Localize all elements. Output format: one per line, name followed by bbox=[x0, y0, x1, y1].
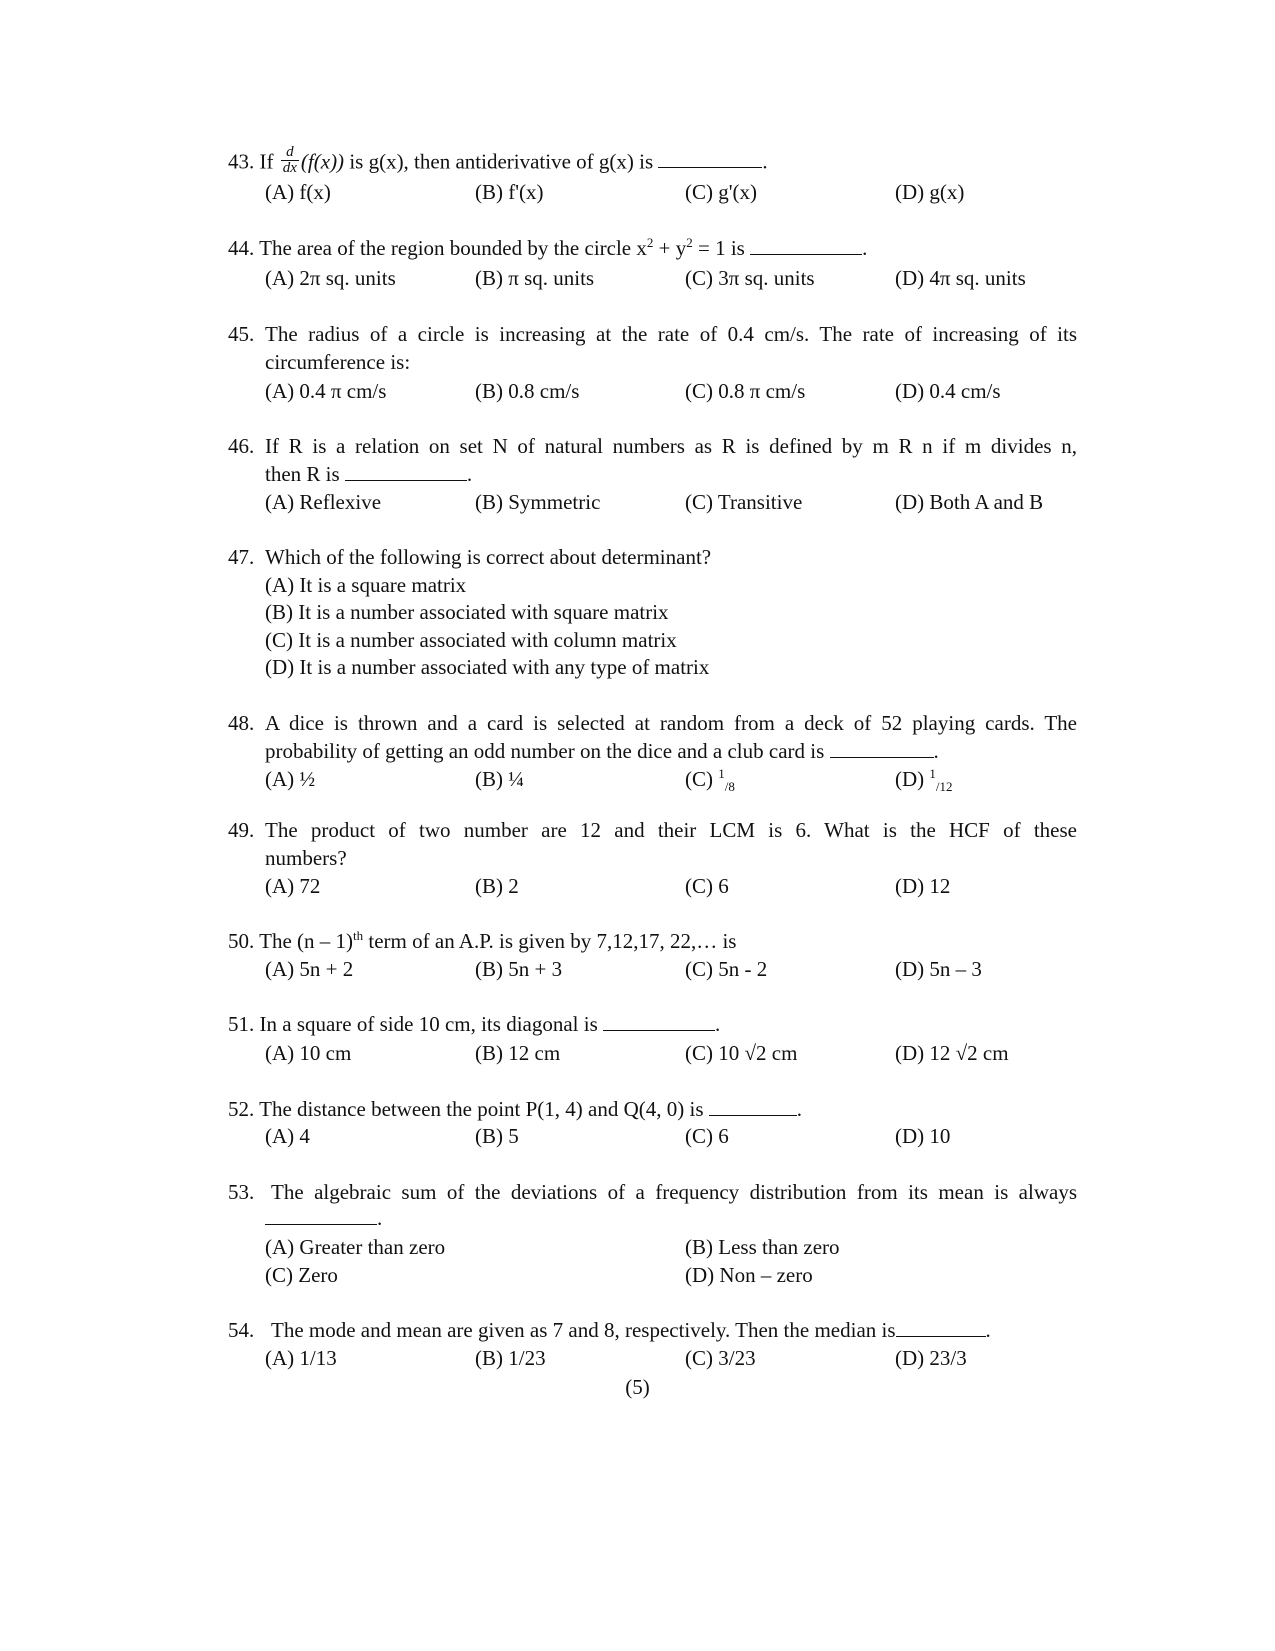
question-stem: 51. In a square of side 10 cm, its diagonal is . bbox=[228, 1012, 721, 1036]
question-stem: 52. The distance between the point P(1, 4) and Q(4, 0) is . bbox=[228, 1097, 803, 1121]
question-stem: The mode and mean are given as 7 and 8, respectively. Then the median is . bbox=[271, 1318, 991, 1342]
question-stem: 50. The (n – 1)$^{th}$ term of an A.P. is given by 7,12,17, 22,… is bbox=[228, 928, 737, 953]
option-b: (B) 5 bbox=[475, 1124, 519, 1148]
option-a: (A) It is a square matrix bbox=[265, 573, 467, 597]
option-c: (C) 5n - 2 bbox=[685, 957, 768, 981]
option-a: (A) 10 cm bbox=[265, 1041, 352, 1065]
question-number: 49. bbox=[228, 818, 255, 842]
option-b: (B) f'(x) bbox=[475, 180, 544, 204]
question-stem-line2: numbers? bbox=[265, 846, 347, 870]
option-c: (C) Zero bbox=[265, 1263, 338, 1287]
question-number: 50. bbox=[228, 929, 255, 953]
question-stem-line2: circumference is: bbox=[265, 350, 411, 374]
option-a: (A) Greater than zero bbox=[265, 1235, 446, 1259]
question-stem-line2: . bbox=[265, 1206, 382, 1230]
option-d: (D) 12 bbox=[895, 874, 951, 898]
question-number: 44. bbox=[228, 236, 255, 260]
question-number: 46. bbox=[228, 434, 255, 458]
option-b: (B) 1/23 bbox=[475, 1346, 546, 1370]
option-c: (C) g'(x) bbox=[685, 180, 758, 204]
option-c: (C) 6 bbox=[685, 874, 729, 898]
option-a: (A) 5n + 2 bbox=[265, 957, 354, 981]
answer-blank bbox=[265, 1206, 377, 1225]
question-stem-line2: probability of getting an odd number on the dice and a club card is . bbox=[265, 739, 939, 763]
option-c: (C) 3π sq. units bbox=[685, 266, 815, 290]
question-number: 54. bbox=[228, 1318, 255, 1342]
option-b: (B) Symmetric bbox=[475, 490, 601, 514]
option-b: (B) Less than zero bbox=[685, 1235, 840, 1259]
question-number: 52. bbox=[228, 1097, 255, 1121]
question-stem-line1: If R is a relation on set N of natural numbers as R is defined by m R n if m divides n, bbox=[265, 434, 1077, 458]
option-d: (D) g(x) bbox=[895, 180, 965, 204]
option-a: (A) 4 bbox=[265, 1124, 310, 1148]
option-a: (A) 72 bbox=[265, 874, 321, 898]
answer-blank bbox=[896, 1318, 986, 1337]
option-d: (D) 0.4 cm/s bbox=[895, 379, 1001, 403]
question-number: 43. bbox=[228, 149, 255, 174]
page-number: (5) bbox=[625, 1375, 650, 1399]
option-d: (D) 23/3 bbox=[895, 1346, 967, 1370]
answer-blank bbox=[750, 236, 862, 255]
option-a: (A) 0.4 π cm/s bbox=[265, 379, 387, 403]
question-number: 45. bbox=[228, 322, 255, 346]
option-d: (D) It is a number associated with any type of matrix bbox=[265, 655, 710, 679]
derivative-fraction: $\frac{d}{dx}$ bbox=[282, 144, 297, 176]
question-stem-line1: A dice is thrown and a card is selected at random from a deck of 52 playing cards. The bbox=[265, 711, 1077, 735]
question-stem-line1: The product of two number are 12 and their LCM is 6. What is the HCF of these bbox=[265, 818, 1077, 842]
option-b: (B) 0.8 cm/s bbox=[475, 379, 580, 403]
option-c: (C) 10 √2 cm bbox=[685, 1041, 798, 1065]
question-stem: 43. If $\frac{d}{dx}$ (f(x)) is g(x), then antiderivative of g(x) is . bbox=[228, 144, 768, 176]
answer-blank bbox=[603, 1012, 715, 1031]
option-a: (A) 2π sq. units bbox=[265, 266, 396, 290]
option-d: (D) Non – zero bbox=[685, 1263, 813, 1287]
option-b: (B) π sq. units bbox=[475, 266, 595, 290]
option-d: (D) 5n – 3 bbox=[895, 957, 982, 981]
question-stem: Which of the following is correct about determinant? bbox=[265, 545, 712, 569]
option-a: (A) 1/13 bbox=[265, 1346, 337, 1370]
question-stem: 44. The area of the region bounded by the circle $x^2 + y^2 = 1$ is . bbox=[228, 235, 868, 260]
question-number: 47. bbox=[228, 545, 255, 569]
question-number: 53. bbox=[228, 1180, 255, 1204]
option-d: (D) $^1_{/12}$ bbox=[895, 766, 953, 795]
option-c: (C) 3/23 bbox=[685, 1346, 756, 1370]
question-stem-line2: then R is . bbox=[265, 462, 473, 486]
question-number: 51. bbox=[228, 1012, 255, 1036]
option-c: (C) It is a number associated with column matrix bbox=[265, 628, 677, 652]
answer-blank bbox=[658, 149, 762, 168]
option-d: (D) 10 bbox=[895, 1124, 951, 1148]
option-b: (B) ¼ bbox=[475, 767, 524, 791]
question-stem-line1: The radius of a circle is increasing at the rate of 0.4 cm/s. The rate of increasing of its bbox=[265, 322, 1077, 346]
option-c: (C) $^1_{/8}$ bbox=[685, 766, 735, 795]
answer-blank bbox=[345, 462, 467, 481]
option-b: (B) 5n + 3 bbox=[475, 957, 563, 981]
question-stem-line1: The algebraic sum of the deviations of a frequency distribution from its mean is always bbox=[271, 1180, 1077, 1204]
option-a: (A) Reflexive bbox=[265, 490, 382, 514]
option-a: (A) f(x) bbox=[265, 180, 331, 204]
option-c: (C) 0.8 π cm/s bbox=[685, 379, 806, 403]
question-number: 48. bbox=[228, 711, 255, 735]
option-d: (D) 4π sq. units bbox=[895, 266, 1026, 290]
option-b: (B) It is a number associated with square matrix bbox=[265, 600, 669, 624]
option-a: (A) ½ bbox=[265, 767, 316, 791]
answer-blank bbox=[709, 1097, 797, 1116]
option-b: (B) 2 bbox=[475, 874, 519, 898]
answer-blank bbox=[830, 739, 934, 758]
option-d: (D) 12 √2 cm bbox=[895, 1041, 1009, 1065]
option-c: (C) Transitive bbox=[685, 490, 803, 514]
option-d: (D) Both A and B bbox=[895, 490, 1044, 514]
option-c: (C) 6 bbox=[685, 1124, 729, 1148]
option-b: (B) 12 cm bbox=[475, 1041, 561, 1065]
